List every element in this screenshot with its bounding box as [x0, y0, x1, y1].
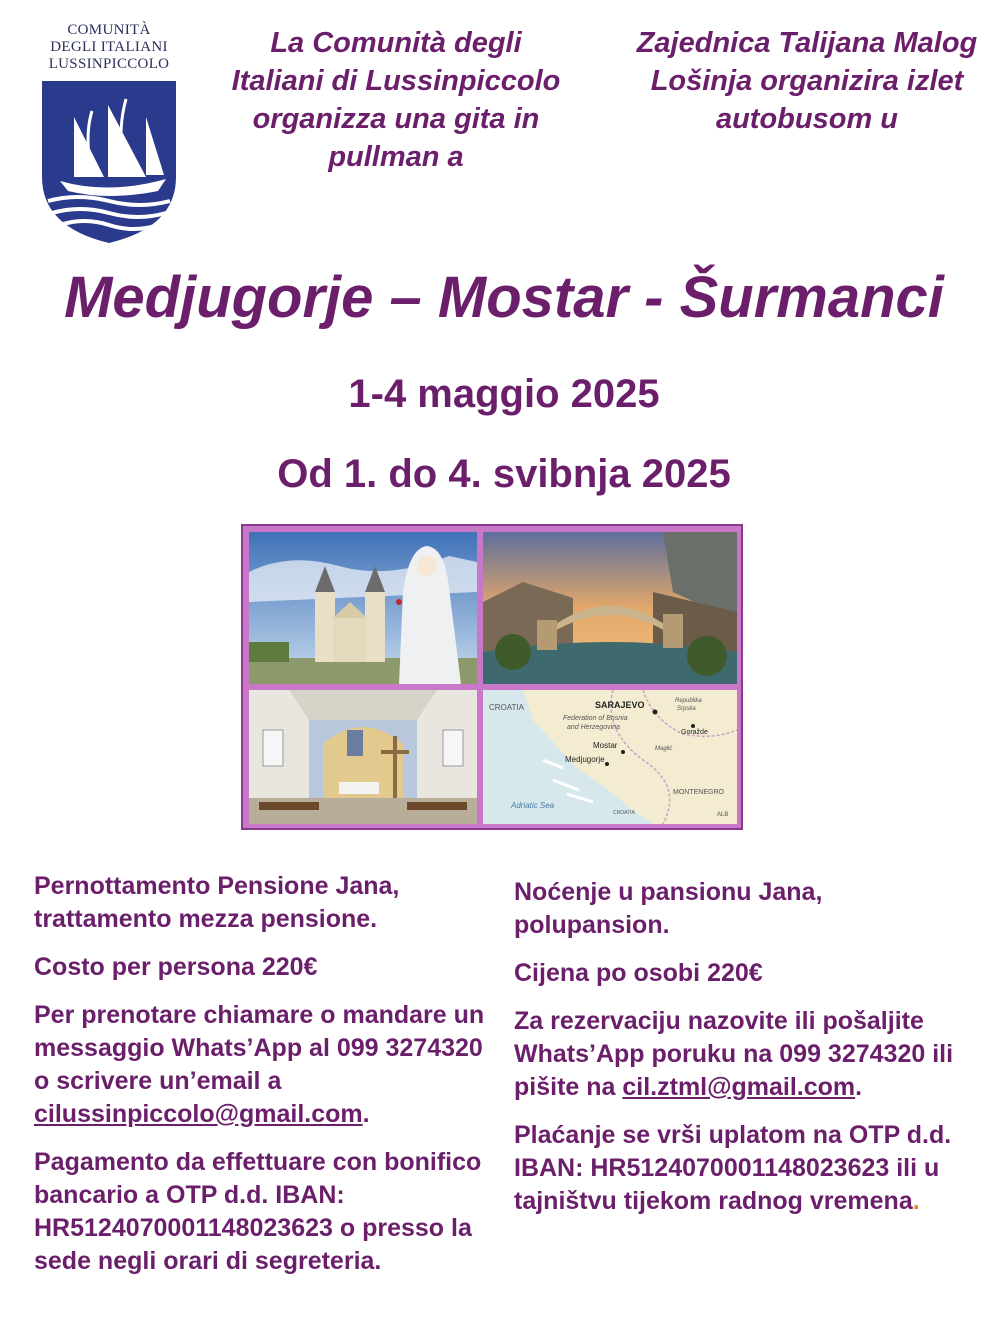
booking-croatian-text: Za rezervaciju nazovite ili pošaljite Whats’App poruku na 099 3274320 ili pišite na	[514, 1007, 954, 1101]
booking-croatian-period: .	[855, 1073, 863, 1101]
chapel-interior-photo	[249, 690, 477, 824]
logo-line-1: COMUNITÀ	[67, 22, 151, 38]
logo-line-2: DEGLI ITALIANI	[50, 39, 168, 55]
booking-italian	[34, 999, 504, 1131]
email-link-croatian[interactable]: cil.ztml@gmail.com	[622, 1073, 856, 1101]
intro-italian	[196, 24, 596, 176]
photo-collage	[241, 524, 743, 830]
payment-italian: Pagamento da effettuare con bonifico bancario a OTP d.d. IBAN: HR5124070001148023623 o presso la sede negli orari di segreteria.	[34, 1148, 482, 1275]
intro-italian-line: La Comunità degli	[270, 27, 522, 59]
map-label-maglic: Maglić	[655, 746, 673, 752]
map-label-adriatic: Adriatic Sea	[511, 801, 555, 810]
map-label-mostar: Mostar	[593, 741, 618, 750]
booking-croatian	[514, 1005, 984, 1104]
email-link-italian[interactable]: cilussinpiccolo@gmail.com	[34, 1100, 363, 1128]
map-label-federation-1: Federation of Bosnia	[563, 715, 628, 722]
community-logo	[34, 22, 184, 244]
cost-italian: Costo per persona 220€	[34, 953, 318, 981]
details-croatian	[514, 876, 984, 1233]
details-italian	[34, 870, 504, 1293]
map-label-alb: ALB	[717, 812, 729, 818]
map-label-sarajevo: SARAJEVO	[595, 700, 645, 710]
sailing-ship-shield-icon	[34, 77, 184, 247]
map-label-croatia: CROATIA	[489, 703, 524, 712]
map-label-montenegro: MONTENEGRO	[673, 789, 724, 796]
map-label-medjugorje: Medjugorje	[565, 755, 605, 764]
map-label-federation-2: and Herzegovina	[567, 724, 620, 731]
intro-croatian-line: Zajednica Talijana Malog	[636, 27, 978, 59]
logo-line-3: LUSSINPICCOLO	[48, 56, 170, 72]
region-map	[483, 690, 737, 824]
dates-croatian: Od 1. do 4. svibnja 2025	[277, 452, 731, 496]
church-statue-photo	[249, 532, 477, 684]
map-label-republika: Republika	[675, 698, 702, 704]
map-label-srpska: Srpska	[677, 706, 696, 712]
intro-croatian-line: Lošinja organizira izlet	[650, 65, 964, 97]
stay-croatian: Noćenje u pansionu Jana, polupansion.	[514, 878, 823, 939]
intro-croatian	[612, 24, 1002, 138]
map-label-croatia-2: CROATIA	[613, 810, 635, 816]
cost-croatian: Cijena po osobi 220€	[514, 959, 763, 987]
stay-italian: Pernottamento Pensione Jana, trattamento mezza pensione.	[34, 872, 400, 933]
booking-italian-text: Per prenotare chiamare o mandare un messaggio Whats’App al 099 3274320 o scrivere un’email a	[34, 1001, 485, 1095]
intro-italian-line: Italiani di Lussinpiccolo	[231, 65, 561, 97]
dates-italian: 1-4 maggio 2025	[348, 372, 660, 416]
intro-croatian-line: autobusom u	[715, 103, 899, 135]
payment-croatian-text: Plaćanje se vrši uplatom na OTP d.d. IBAN: HR5124070001148023623 ili u tajništvu tijekom radnog vremena	[514, 1121, 952, 1215]
mostar-bridge-photo	[483, 532, 737, 684]
intro-italian-line: organizza una gita in	[252, 103, 540, 135]
payment-croatian	[514, 1119, 984, 1218]
trip-title: Medjugorje – Mostar - Šurmanci	[64, 265, 944, 330]
map-label-gorazde: Goražde	[681, 729, 708, 736]
payment-croatian-period: .	[912, 1187, 920, 1215]
intro-italian-line: pullman a	[328, 141, 464, 173]
booking-italian-period: .	[362, 1100, 370, 1128]
